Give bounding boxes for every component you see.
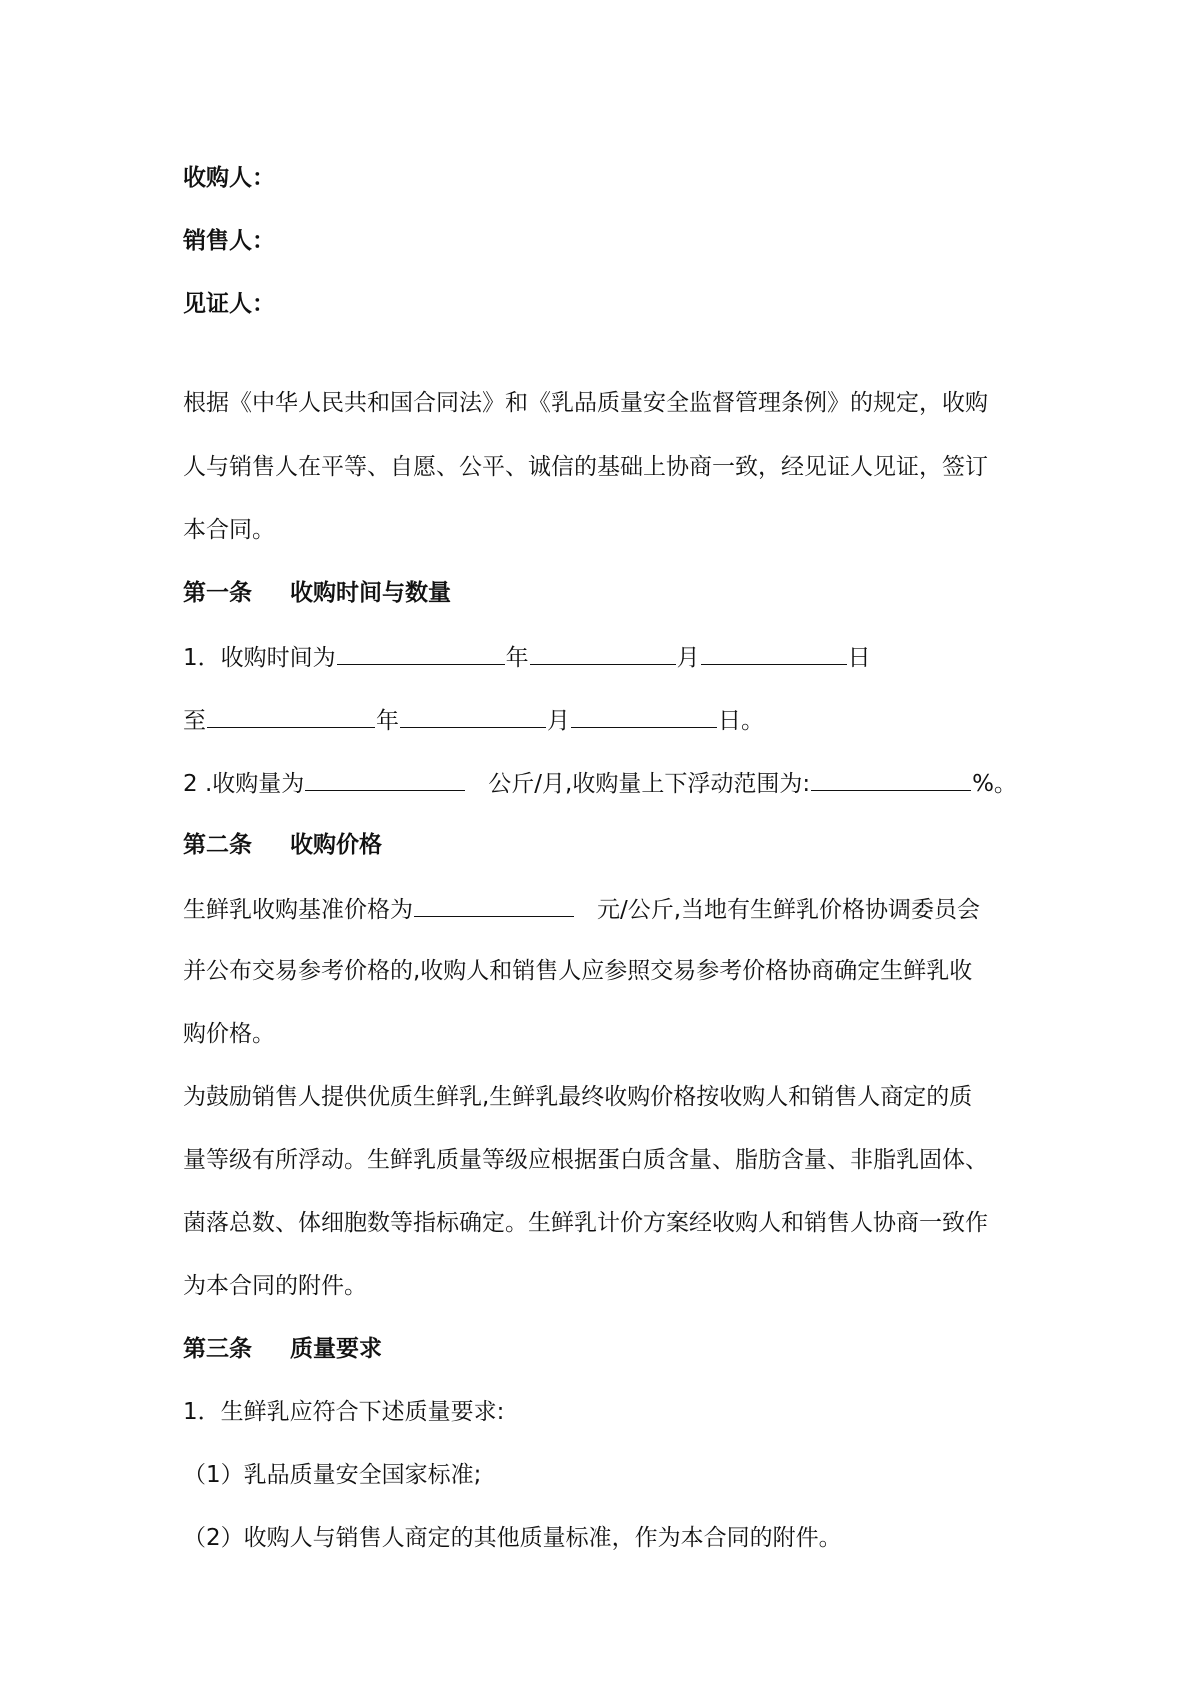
year-unit: 年 — [376, 708, 399, 734]
month-unit: 月 — [676, 645, 700, 671]
percent-suffix: %。 — [972, 771, 1017, 797]
start-year-blank[interactable] — [337, 640, 505, 665]
quality-price-line-1: 为鼓励销售人提供优质生鲜乳,生鲜乳最终收购价格按收购人和销售人商定的质 — [183, 1084, 973, 1110]
purchase-period-label: 1．收购时间为 — [183, 645, 336, 671]
seller-label: 销售人： — [183, 228, 275, 254]
price-paragraph-line-2: 并公布交易参考价格的,收购人和销售人应参照交易参考价格协商确定生鲜乳收 — [183, 958, 973, 984]
article-2-title: 收购价格 — [290, 832, 382, 858]
base-price-label: 生鲜乳收购基准价格为 — [183, 897, 413, 923]
purchase-period-end — [183, 703, 1023, 737]
month-unit: 月 — [547, 708, 570, 734]
quantity-label: 2 .收购量为 — [183, 771, 305, 797]
price-paragraph-line-3: 购价格。 — [183, 1021, 275, 1047]
float-range-label: 收购量上下浮动范围为: — [572, 771, 811, 797]
base-price-line — [183, 892, 1023, 926]
base-price-rest: 元/公斤,当地有生鲜乳价格协调委员会 — [597, 897, 981, 923]
float-range-blank[interactable] — [811, 766, 971, 791]
period-to-label: 至 — [183, 708, 206, 734]
quality-price-line-3: 菌落总数、体细胞数等指标确定。生鲜乳计价方案经收购人和销售人协商一致作 — [183, 1210, 988, 1236]
quantity-blank[interactable] — [305, 766, 465, 791]
preamble-line-1: 根据《中华人民共和国合同法》和《乳品质量安全监督管理条例》的规定，收购 — [183, 390, 988, 416]
preamble-line-3: 本合同。 — [183, 517, 275, 543]
article-1-heading — [183, 577, 1023, 609]
day-unit: 日 — [847, 645, 871, 671]
article-3-heading — [183, 1333, 1023, 1365]
quality-price-line-4: 为本合同的附件。 — [183, 1273, 367, 1299]
purchase-quantity — [183, 766, 1023, 800]
quality-price-line-2: 量等级有所浮动。生鲜乳质量等级应根据蛋白质含量、脂肪含量、非脂乳固体、 — [183, 1147, 988, 1173]
article-3-number: 第三条 — [183, 1336, 252, 1362]
preamble-line-2: 人与销售人在平等、自愿、公平、诚信的基础上协商一致，经见证人见证，签订 — [183, 454, 988, 480]
quality-requirements-item: 1．生鲜乳应符合下述质量要求: — [183, 1399, 505, 1425]
end-year-blank[interactable] — [207, 703, 375, 728]
day-unit: 日。 — [718, 708, 764, 734]
buyer-label: 收购人： — [183, 165, 275, 191]
witness-label: 见证人： — [183, 291, 275, 317]
quantity-unit: 公斤/月, — [488, 771, 573, 797]
article-3-title: 质量要求 — [290, 1336, 382, 1362]
quality-subitem-1: （1）乳品质量安全国家标准; — [183, 1462, 482, 1488]
article-1-number: 第一条 — [183, 580, 252, 606]
start-month-blank[interactable] — [530, 640, 676, 665]
start-day-blank[interactable] — [701, 640, 847, 665]
purchase-period-start — [183, 640, 1023, 674]
article-2-heading — [183, 829, 1023, 861]
article-2-number: 第二条 — [183, 832, 252, 858]
year-unit: 年 — [505, 645, 529, 671]
end-month-blank[interactable] — [400, 703, 546, 728]
end-day-blank[interactable] — [571, 703, 717, 728]
quality-subitem-2: （2）收购人与销售人商定的其他质量标准，作为本合同的附件。 — [183, 1525, 842, 1551]
article-1-title: 收购时间与数量 — [290, 580, 451, 606]
base-price-blank[interactable] — [414, 892, 574, 917]
